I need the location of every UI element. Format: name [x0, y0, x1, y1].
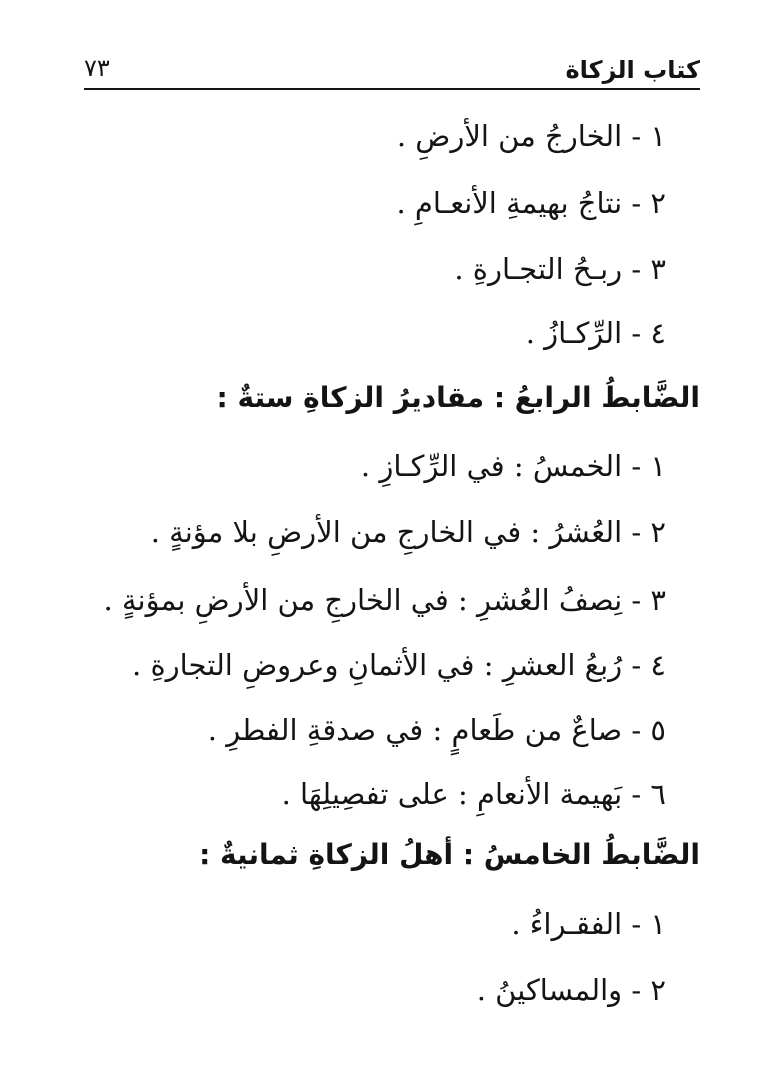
- list-item: ٦ - بَهيمة الأنعامِ : على تفصِيلِهَا .: [281, 777, 666, 811]
- page-number: ٧٣: [84, 54, 110, 82]
- list-item: ٣ - نِصفُ العُشرِ : في الخارجِ من الأرضِ بمؤنةٍ .: [103, 583, 666, 617]
- list-item: ١ - الفقـراءُ .: [511, 907, 666, 941]
- page-header: [84, 52, 700, 86]
- list-item: ٤ - الرِّكـازُ .: [525, 316, 666, 350]
- list-item: ٤ - رُبعُ العشرِ : في الأثمانِ وعروضِ التجارةِ .: [132, 648, 666, 682]
- chapter-title: كتاب الزكاة: [565, 56, 700, 84]
- list-item: ٣ - ربـحُ التجـارةِ .: [454, 252, 666, 286]
- list-item: ١ - الخارجُ من الأرضِ .: [396, 119, 666, 153]
- list-item: ١ - الخمسُ : في الرِّكـازِ .: [360, 449, 666, 483]
- list-item: ٢ - العُشرُ : في الخارجِ من الأرضِ بلا مؤنةٍ .: [150, 515, 666, 549]
- section-heading: الضَّابطُ الخامسُ : أهلُ الزكاةِ ثمانيةٌ :: [199, 838, 700, 871]
- list-item: ٥ - صاعٌ من طَعامٍ : في صدقةِ الفطرِ .: [207, 713, 666, 747]
- list-item: ٢ - والمساكينُ .: [476, 973, 666, 1007]
- header-rule: [84, 88, 700, 90]
- section-heading: الضَّابطُ الرابعُ : مقاديرُ الزكاةِ ستةٌ :: [216, 381, 700, 414]
- list-item: ٢ - نتاجُ بهيمةِ الأنعـامِ .: [396, 186, 666, 220]
